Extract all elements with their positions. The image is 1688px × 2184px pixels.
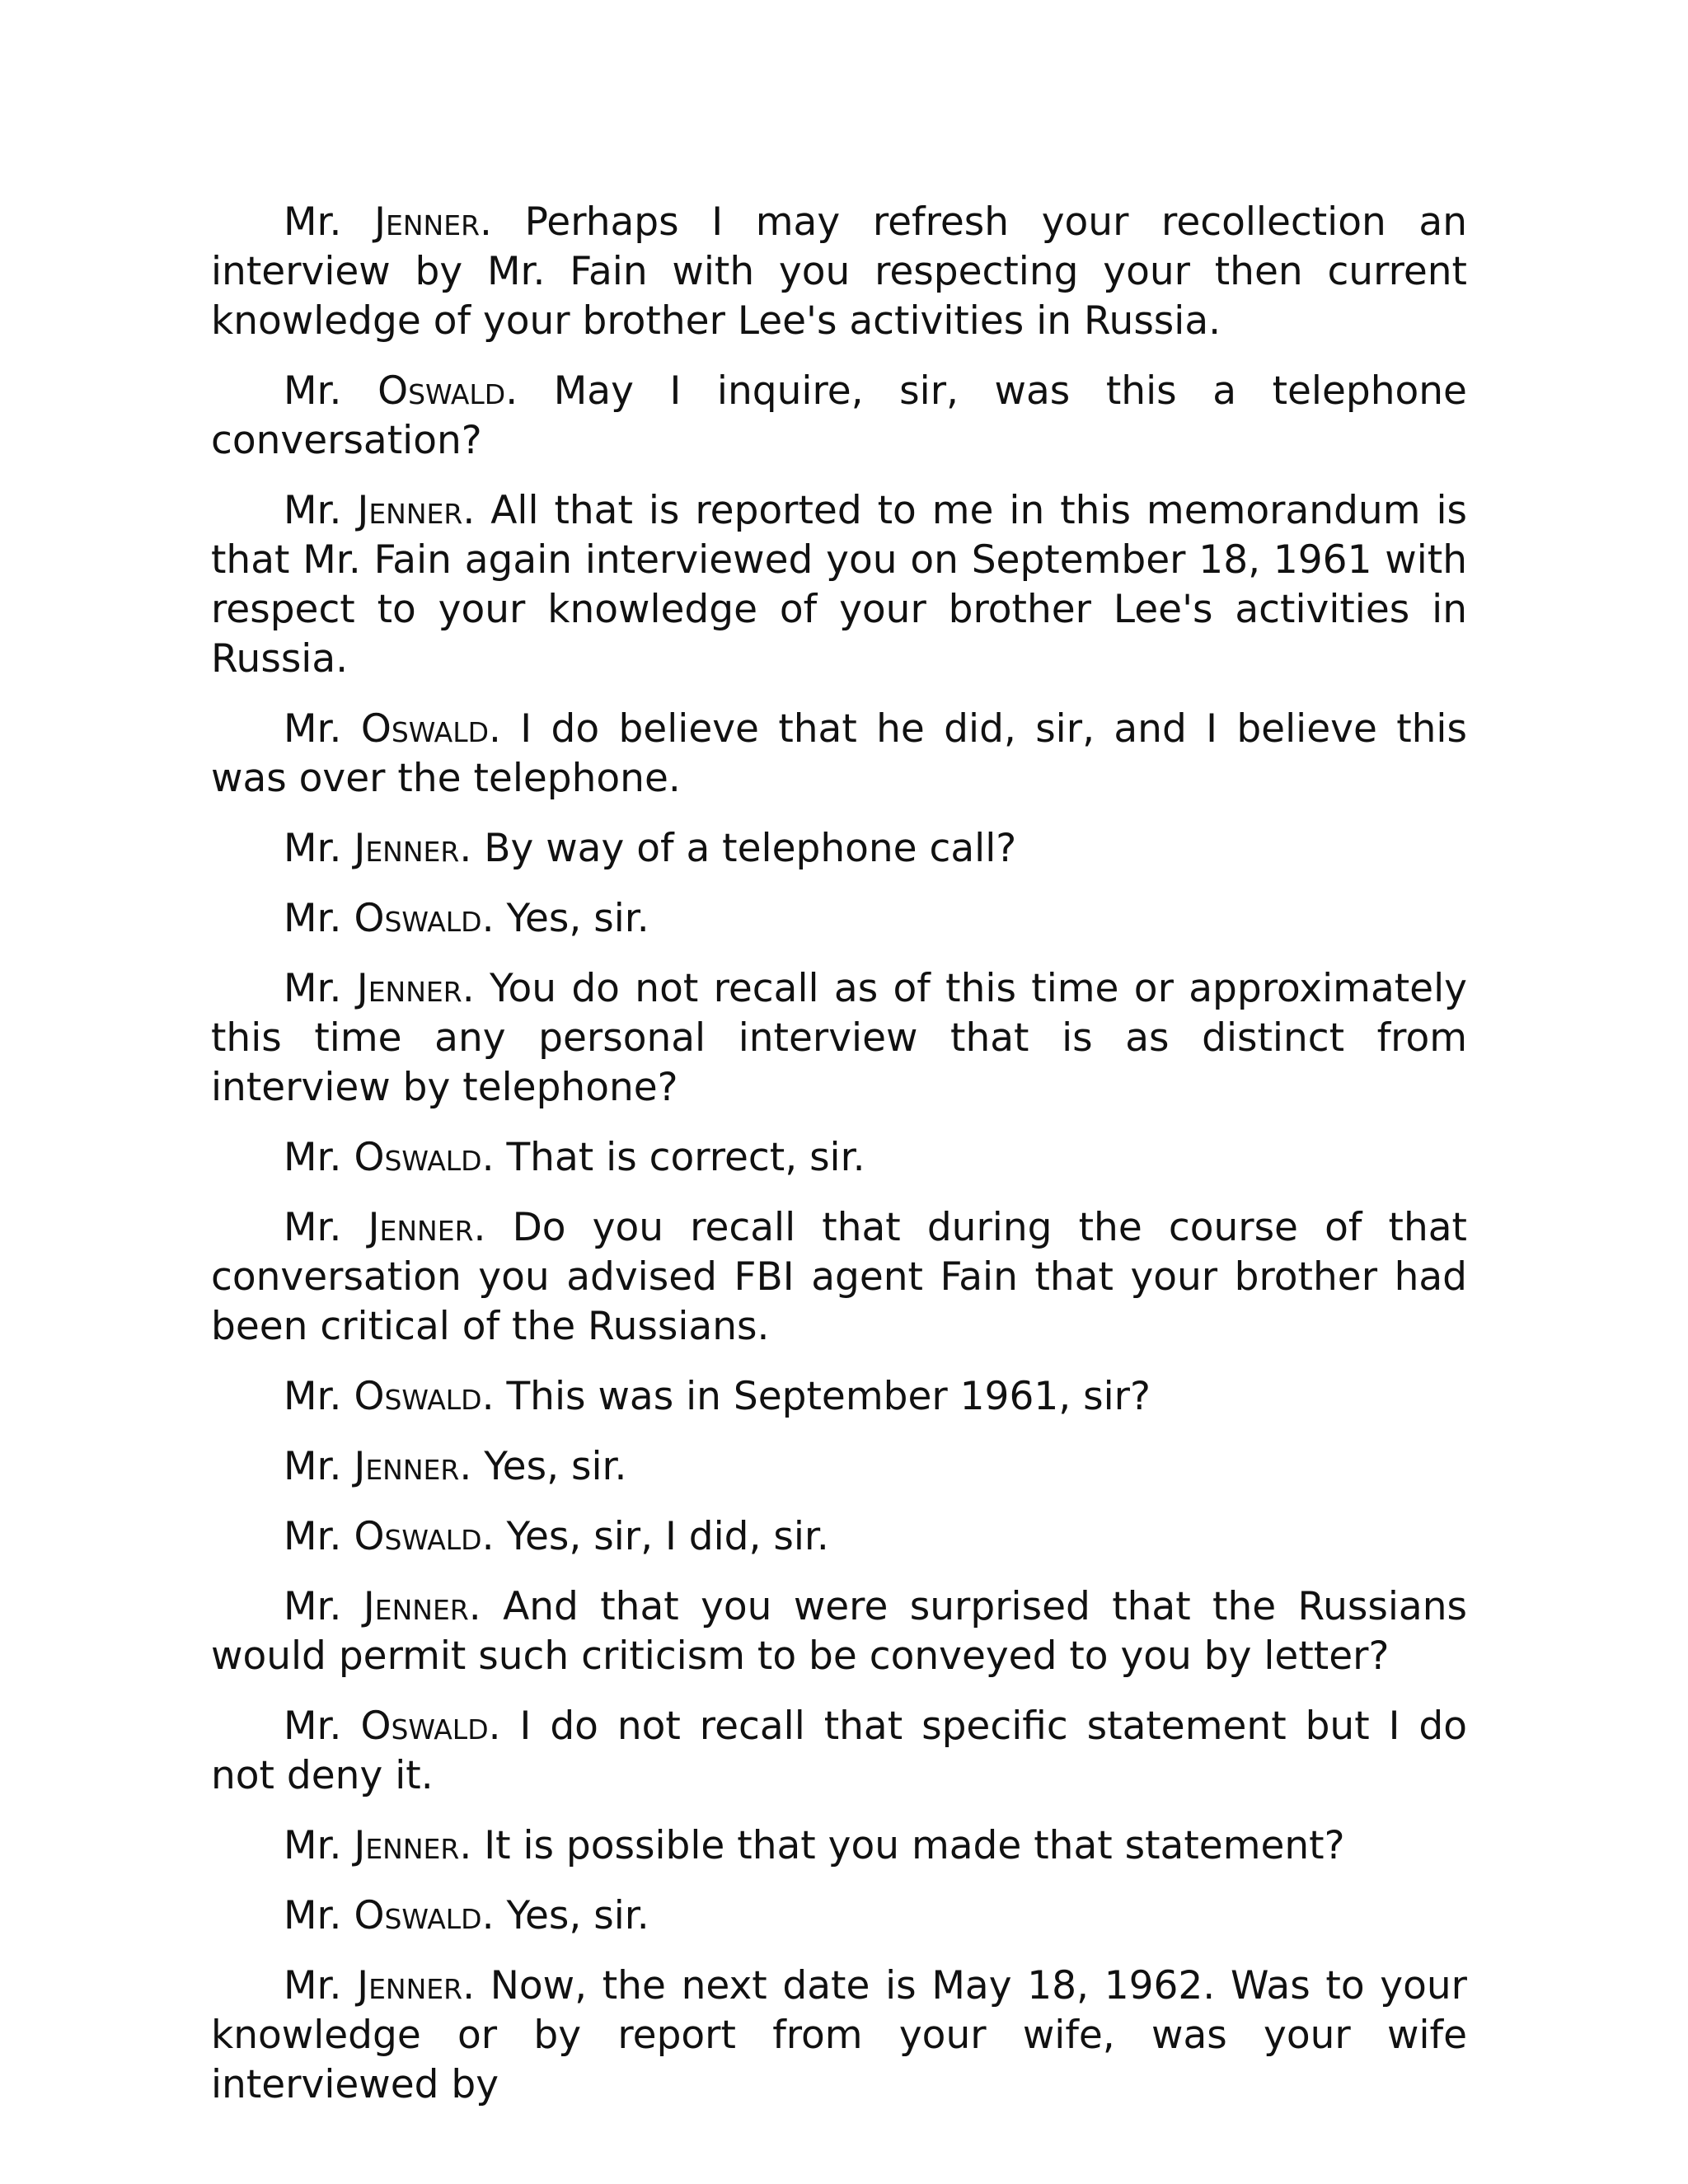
- speaker-title: Mr.: [284, 706, 342, 752]
- speaker-name: Oswald: [354, 1135, 482, 1180]
- paragraph-text: . This was in September 1961, sir?: [481, 1374, 1151, 1419]
- transcript-paragraph: [211, 824, 1467, 874]
- transcript-paragraph: [211, 964, 1467, 1113]
- speaker-title: Mr.: [284, 1135, 342, 1180]
- paragraph-text: . May I inquire, sir, was this a telephone conversation?: [211, 368, 1467, 463]
- paragraph-text: . That is correct, sir.: [481, 1135, 865, 1180]
- transcript-paragraph: [211, 705, 1467, 804]
- speaker-title: Mr.: [284, 1823, 342, 1868]
- transcript-paragraph: [211, 198, 1467, 346]
- speaker-name: Oswald: [377, 368, 506, 414]
- paragraph-text: . Yes, sir.: [481, 896, 649, 941]
- speaker-name: Jenner: [356, 966, 462, 1011]
- transcript-paragraph: [211, 1133, 1467, 1183]
- paragraph-text: . Yes, sir.: [459, 1444, 627, 1489]
- speaker-title: Mr.: [284, 1374, 342, 1419]
- paragraph-text: . I do not recall that specific statement but I do not deny it.: [211, 1704, 1467, 1798]
- speaker-name: Oswald: [360, 706, 489, 752]
- speaker-title: Mr.: [284, 1584, 342, 1629]
- transcript-paragraph: [211, 1442, 1467, 1492]
- speaker-title: Mr.: [284, 488, 342, 533]
- speaker-name: Oswald: [354, 1374, 482, 1419]
- speaker-title: Mr.: [284, 826, 342, 871]
- speaker-title: Mr.: [284, 1514, 342, 1559]
- paragraph-text: . Yes, sir, I did, sir.: [481, 1514, 829, 1559]
- paragraph-text: . Now, the next date is May 18, 1962. Was to your knowledge or by report from your wife, was your wife interviewed by: [211, 1963, 1467, 2107]
- paragraph-text: . Do you recall that during the course of that conversation you advised FBI agent Fain that your brother had been critical of the Russians.: [211, 1205, 1467, 1349]
- paragraph-text: . And that you were surprised that the Russians would permit such criticism to be conveyed to you by letter?: [211, 1584, 1467, 1679]
- speaker-title: Mr.: [284, 1704, 342, 1749]
- speaker-title: Mr.: [284, 368, 342, 414]
- speaker-name: Jenner: [354, 1444, 460, 1489]
- speaker-name: Jenner: [357, 1963, 463, 2008]
- transcript-paragraph: [211, 1891, 1467, 1941]
- paragraph-text: . All that is reported to me in this memorandum is that Mr. Fain again interviewed you on September 18, 1961 with respect to your knowledge of your brother Lee's activities in Russia.: [211, 488, 1467, 682]
- speaker-name: Jenner: [363, 1584, 469, 1629]
- speaker-name: Jenner: [354, 826, 460, 871]
- speaker-title: Mr.: [284, 896, 342, 941]
- paragraph-text: . You do not recall as of this time or approximately this time any personal interview that is as distinct from interview by telephone?: [211, 966, 1467, 1110]
- transcript-paragraph: [211, 1512, 1467, 1562]
- paragraph-text: . Perhaps I may refresh your recollection an interview by Mr. Fain with you respecting your then current knowledge of your brother Lee's activities in Russia.: [211, 199, 1467, 344]
- paragraph-text: . It is possible that you made that statement?: [459, 1823, 1345, 1868]
- transcript-paragraph: [211, 1582, 1467, 1681]
- transcript-paragraph: [211, 1203, 1467, 1352]
- speaker-title: Mr.: [284, 1963, 342, 2008]
- speaker-name: Oswald: [360, 1704, 489, 1749]
- speaker-title: Mr.: [284, 199, 342, 245]
- speaker-title: Mr.: [284, 966, 342, 1011]
- paragraph-text: . By way of a telephone call?: [459, 826, 1017, 871]
- speaker-name: Oswald: [354, 896, 482, 941]
- paragraph-text: . I do believe that he did, sir, and I believe this was over the telephone.: [211, 706, 1467, 801]
- speaker-title: Mr.: [284, 1444, 342, 1489]
- transcript-page: [211, 198, 1467, 2130]
- transcript-paragraph: [211, 1821, 1467, 1871]
- transcript-paragraph: [211, 1702, 1467, 1801]
- speaker-name: Jenner: [368, 1205, 474, 1250]
- speaker-title: Mr.: [284, 1893, 342, 1938]
- speaker-name: Jenner: [357, 488, 463, 533]
- speaker-name: Jenner: [374, 199, 481, 245]
- speaker-name: Jenner: [354, 1823, 460, 1868]
- transcript-paragraph: [211, 1961, 1467, 2110]
- transcript-paragraph: [211, 367, 1467, 466]
- speaker-name: Oswald: [354, 1514, 482, 1559]
- speaker-title: Mr.: [284, 1205, 342, 1250]
- transcript-paragraph: [211, 1372, 1467, 1422]
- speaker-name: Oswald: [354, 1893, 482, 1938]
- transcript-paragraph: [211, 486, 1467, 684]
- paragraph-text: . Yes, sir.: [481, 1893, 649, 1938]
- transcript-paragraph: [211, 894, 1467, 944]
